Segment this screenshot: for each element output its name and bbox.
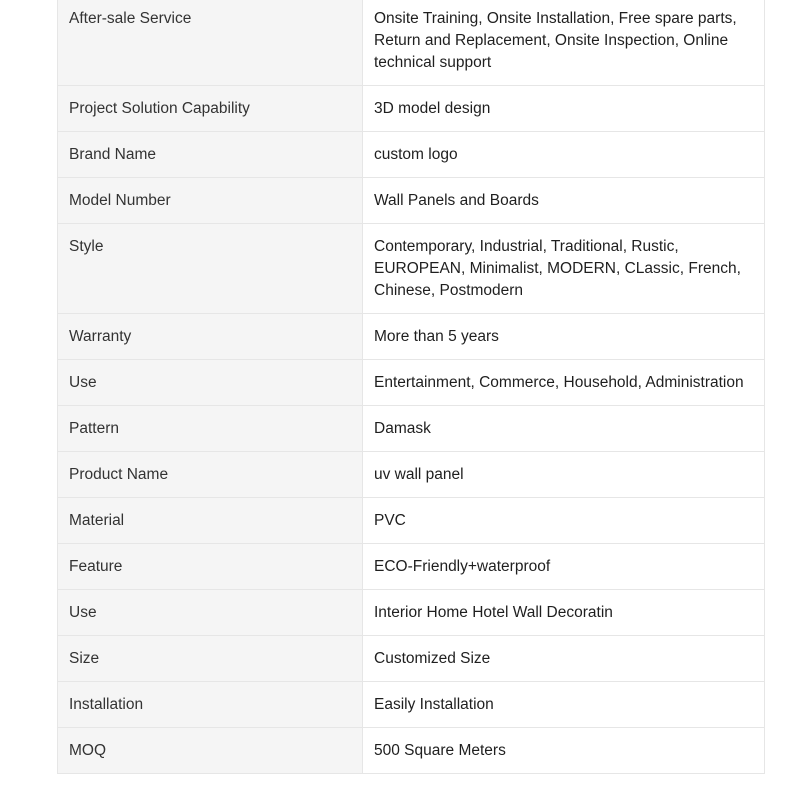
spec-label-cell (58, 86, 363, 132)
spec-value-cell (363, 86, 765, 132)
spec-label: Product Name (69, 466, 169, 483)
spec-value: custom logo (374, 146, 458, 163)
table-row (58, 590, 765, 636)
table-row (58, 544, 765, 590)
table-row (58, 498, 765, 544)
spec-value: 3D model design (374, 100, 491, 117)
spec-label-cell (58, 728, 363, 774)
spec-label: Warranty (69, 328, 132, 345)
spec-value: Onsite Training, Onsite Installation, Free spare parts, Return and Replacement, Onsite Inspection, Online technical support (374, 10, 737, 71)
spec-label: MOQ (69, 742, 107, 759)
spec-value-cell (363, 132, 765, 178)
spec-value: PVC (374, 512, 406, 529)
spec-value: 500 Square Meters (374, 742, 506, 759)
spec-label: Brand Name (69, 146, 157, 163)
table-row (58, 636, 765, 682)
product-spec-table (57, 0, 765, 774)
spec-value: More than 5 years (374, 328, 499, 345)
spec-label-cell (58, 178, 363, 224)
spec-value-cell (363, 406, 765, 452)
spec-value: Customized Size (374, 650, 491, 667)
spec-label-cell (58, 682, 363, 728)
spec-label-cell (58, 636, 363, 682)
spec-label: Use (69, 604, 97, 621)
spec-label-cell (58, 224, 363, 314)
spec-value: Contemporary, Industrial, Traditional, Rustic, EUROPEAN, Minimalist, MODERN, CLassic, French, Chinese, Postmodern (374, 238, 741, 299)
spec-value-cell (363, 224, 765, 314)
spec-label: Installation (69, 696, 144, 713)
table-row (58, 406, 765, 452)
table-row (58, 682, 765, 728)
table-row (58, 224, 765, 314)
table-row (58, 86, 765, 132)
spec-label-cell (58, 406, 363, 452)
spec-value-cell (363, 452, 765, 498)
spec-value-cell (363, 544, 765, 590)
spec-value-cell (363, 360, 765, 406)
spec-label: After-sale Service (69, 10, 192, 27)
spec-label: Pattern (69, 420, 119, 437)
spec-label: Feature (69, 558, 123, 575)
spec-value: Easily Installation (374, 696, 494, 713)
spec-value: Wall Panels and Boards (374, 192, 539, 209)
spec-value-cell (363, 590, 765, 636)
spec-label: Style (69, 238, 104, 255)
table-row (58, 452, 765, 498)
table-row (58, 314, 765, 360)
spec-label-cell (58, 544, 363, 590)
spec-label-cell (58, 360, 363, 406)
spec-label-cell (58, 498, 363, 544)
spec-value-cell (363, 636, 765, 682)
spec-label-cell (58, 132, 363, 178)
table-row (58, 0, 765, 86)
spec-label-cell (58, 590, 363, 636)
spec-label: Project Solution Capability (69, 100, 250, 117)
spec-label: Material (69, 512, 125, 529)
spec-value-cell (363, 178, 765, 224)
spec-value-cell (363, 682, 765, 728)
spec-value: Damask (374, 420, 431, 437)
spec-value: Interior Home Hotel Wall Decoratin (374, 604, 613, 621)
table-row (58, 178, 765, 224)
spec-value-cell (363, 498, 765, 544)
spec-value-cell (363, 0, 765, 86)
table-row (58, 360, 765, 406)
spec-value: ECO-Friendly+waterproof (374, 558, 551, 575)
spec-label: Use (69, 374, 97, 391)
spec-label-cell (58, 452, 363, 498)
table-row (58, 728, 765, 774)
product-spec-section (57, 0, 764, 774)
spec-value: Entertainment, Commerce, Household, Administration (374, 374, 744, 391)
spec-label-cell (58, 0, 363, 86)
spec-label-cell (58, 314, 363, 360)
spec-value-cell (363, 314, 765, 360)
spec-label: Model Number (69, 192, 171, 209)
spec-value: uv wall panel (374, 466, 464, 483)
spec-label: Size (69, 650, 100, 667)
table-row (58, 132, 765, 178)
spec-value-cell (363, 728, 765, 774)
